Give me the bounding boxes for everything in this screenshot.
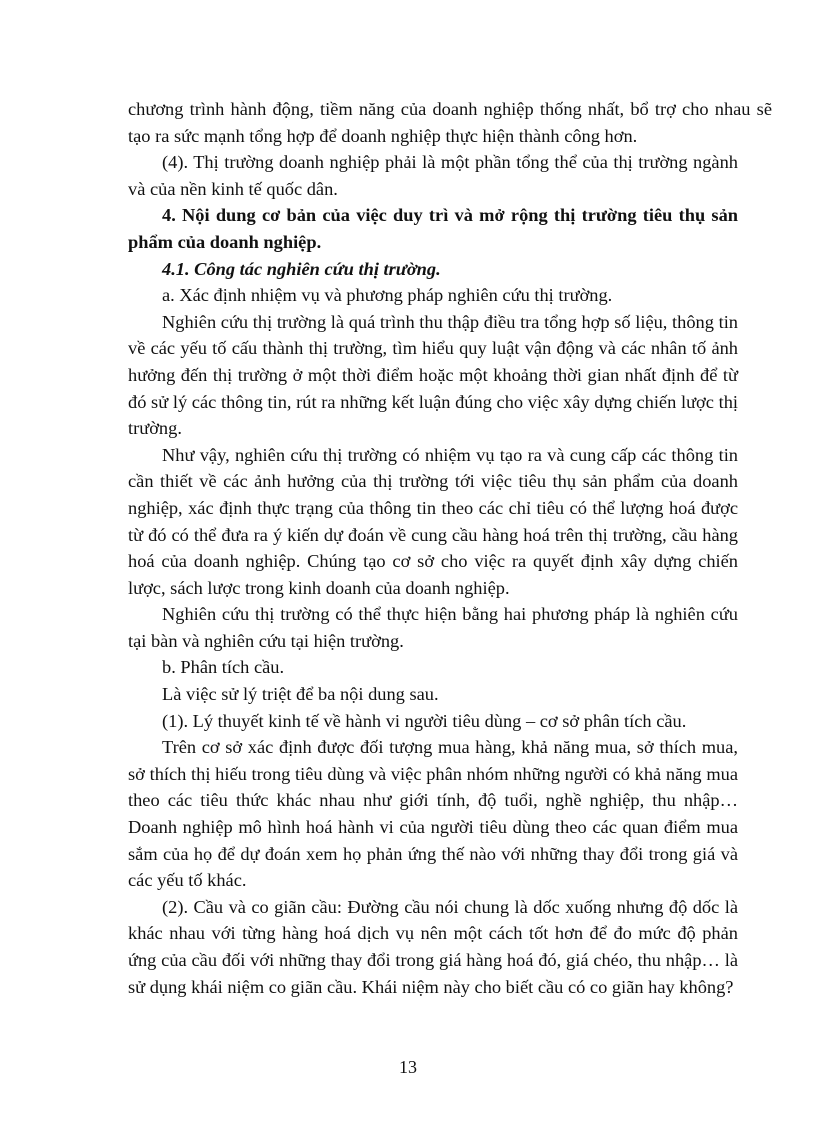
paragraph-point-4: (4). Thị trường doanh nghiệp phải là một phần tổng thể của thị trường ngành và của nền kinh tế quốc dân. [128, 152, 738, 199]
item-a-heading: a. Xác định nhiệm vụ và phương pháp nghiên cứu thị trường. [162, 285, 613, 306]
paragraph-intro: Là việc sử lý triệt để ba nội dung sau. [162, 684, 439, 705]
paragraph-continuation: chương trình hành động, tiềm năng của doanh nghiệp thống nhất, bổ trợ cho nhau sẽ tạo ra sức mạnh tổng hợp để doanh nghiệp thực hiện thành công hơn. [128, 99, 772, 146]
page-number: 13 [399, 1057, 417, 1077]
paragraph-methods: Nghiên cứu thị trường có thể thực hiện bằng hai phương pháp là nghiên cứu tại bàn và nghiên cứu tại hiện trường. [128, 604, 738, 651]
page-body [128, 96, 772, 1000]
item-b-heading: b. Phân tích cầu. [162, 657, 285, 678]
paragraph-consumer-behavior: Trên cơ sở xác định được đối tượng mua hàng, khả năng mua, sở thích mua, sở thích thị hiếu trong tiêu dùng và việc phân nhóm những người có khả năng mua theo các tiêu thức khác nhau như giới tính, độ tuổi, nghề nghiệp, thu nhập…Doanh nghiệp mô hình hoá hành vi của người tiêu dùng theo các quan điểm mua sắm của họ để dự đoán xem họ phản ứng thế nào với những thay đổi trong giá và các yếu tố khác. [128, 737, 738, 891]
paragraph-tasks: Như vậy, nghiên cứu thị trường có nhiệm vụ tạo ra và cung cấp các thông tin cần thiết về các ảnh hưởng của thị trường tới việc tiêu thụ sản phẩm của doanh nghiệp, xác định thực trạng của thông tin theo các chỉ tiêu có thể lượng hoá được từ đó có thể đưa ra ý kiến dự đoán về cung cầu hàng hoá trên thị trường, cầu hàng hoá của doanh nghiệp. Chúng tạo cơ sở cho việc ra quyết định xây dựng chiến lược, sách lược trong kinh doanh của doanh nghiệp. [128, 444, 738, 598]
subsection-heading-4-1: 4.1. Công tác nghiên cứu thị trường. [162, 258, 441, 279]
paragraph-definition: Nghiên cứu thị trường là quá trình thu thập điều tra tổng hợp số liệu, thông tin về các yếu tố cấu thành thị trường, tìm hiểu quy luật vận động và các nhân tố ảnh hưởng đến thị trường ở một thời điểm hoặc một khoảng thời gian nhất định để từ đó sử lý các thông tin, rút ra những kết luận đúng cho việc xây dựng chiến lược thị trường. [128, 311, 738, 439]
paragraph-point-1: (1). Lý thuyết kinh tế về hành vi người tiêu dùng – cơ sở phân tích cầu. [162, 710, 687, 731]
section-heading-4: 4. Nội dung cơ bản của việc duy trì và mở rộng thị trường tiêu thụ sản phẩm của doanh nghiệp. [128, 205, 738, 252]
paragraph-point-2: (2). Cầu và co giãn cầu: Đường cầu nói chung là dốc xuống nhưng độ dốc là khác nhau với từng hàng hoá dịch vụ nên một cách tốt hơn để đo mức độ phản ứng của cầu đối với những thay đổi trong giá hàng hoá đó, giá chéo, thu nhập… là sử dụng khái niệm co giãn cầu. Khái niệm này cho biết cầu có co giãn hay không? [128, 896, 738, 997]
